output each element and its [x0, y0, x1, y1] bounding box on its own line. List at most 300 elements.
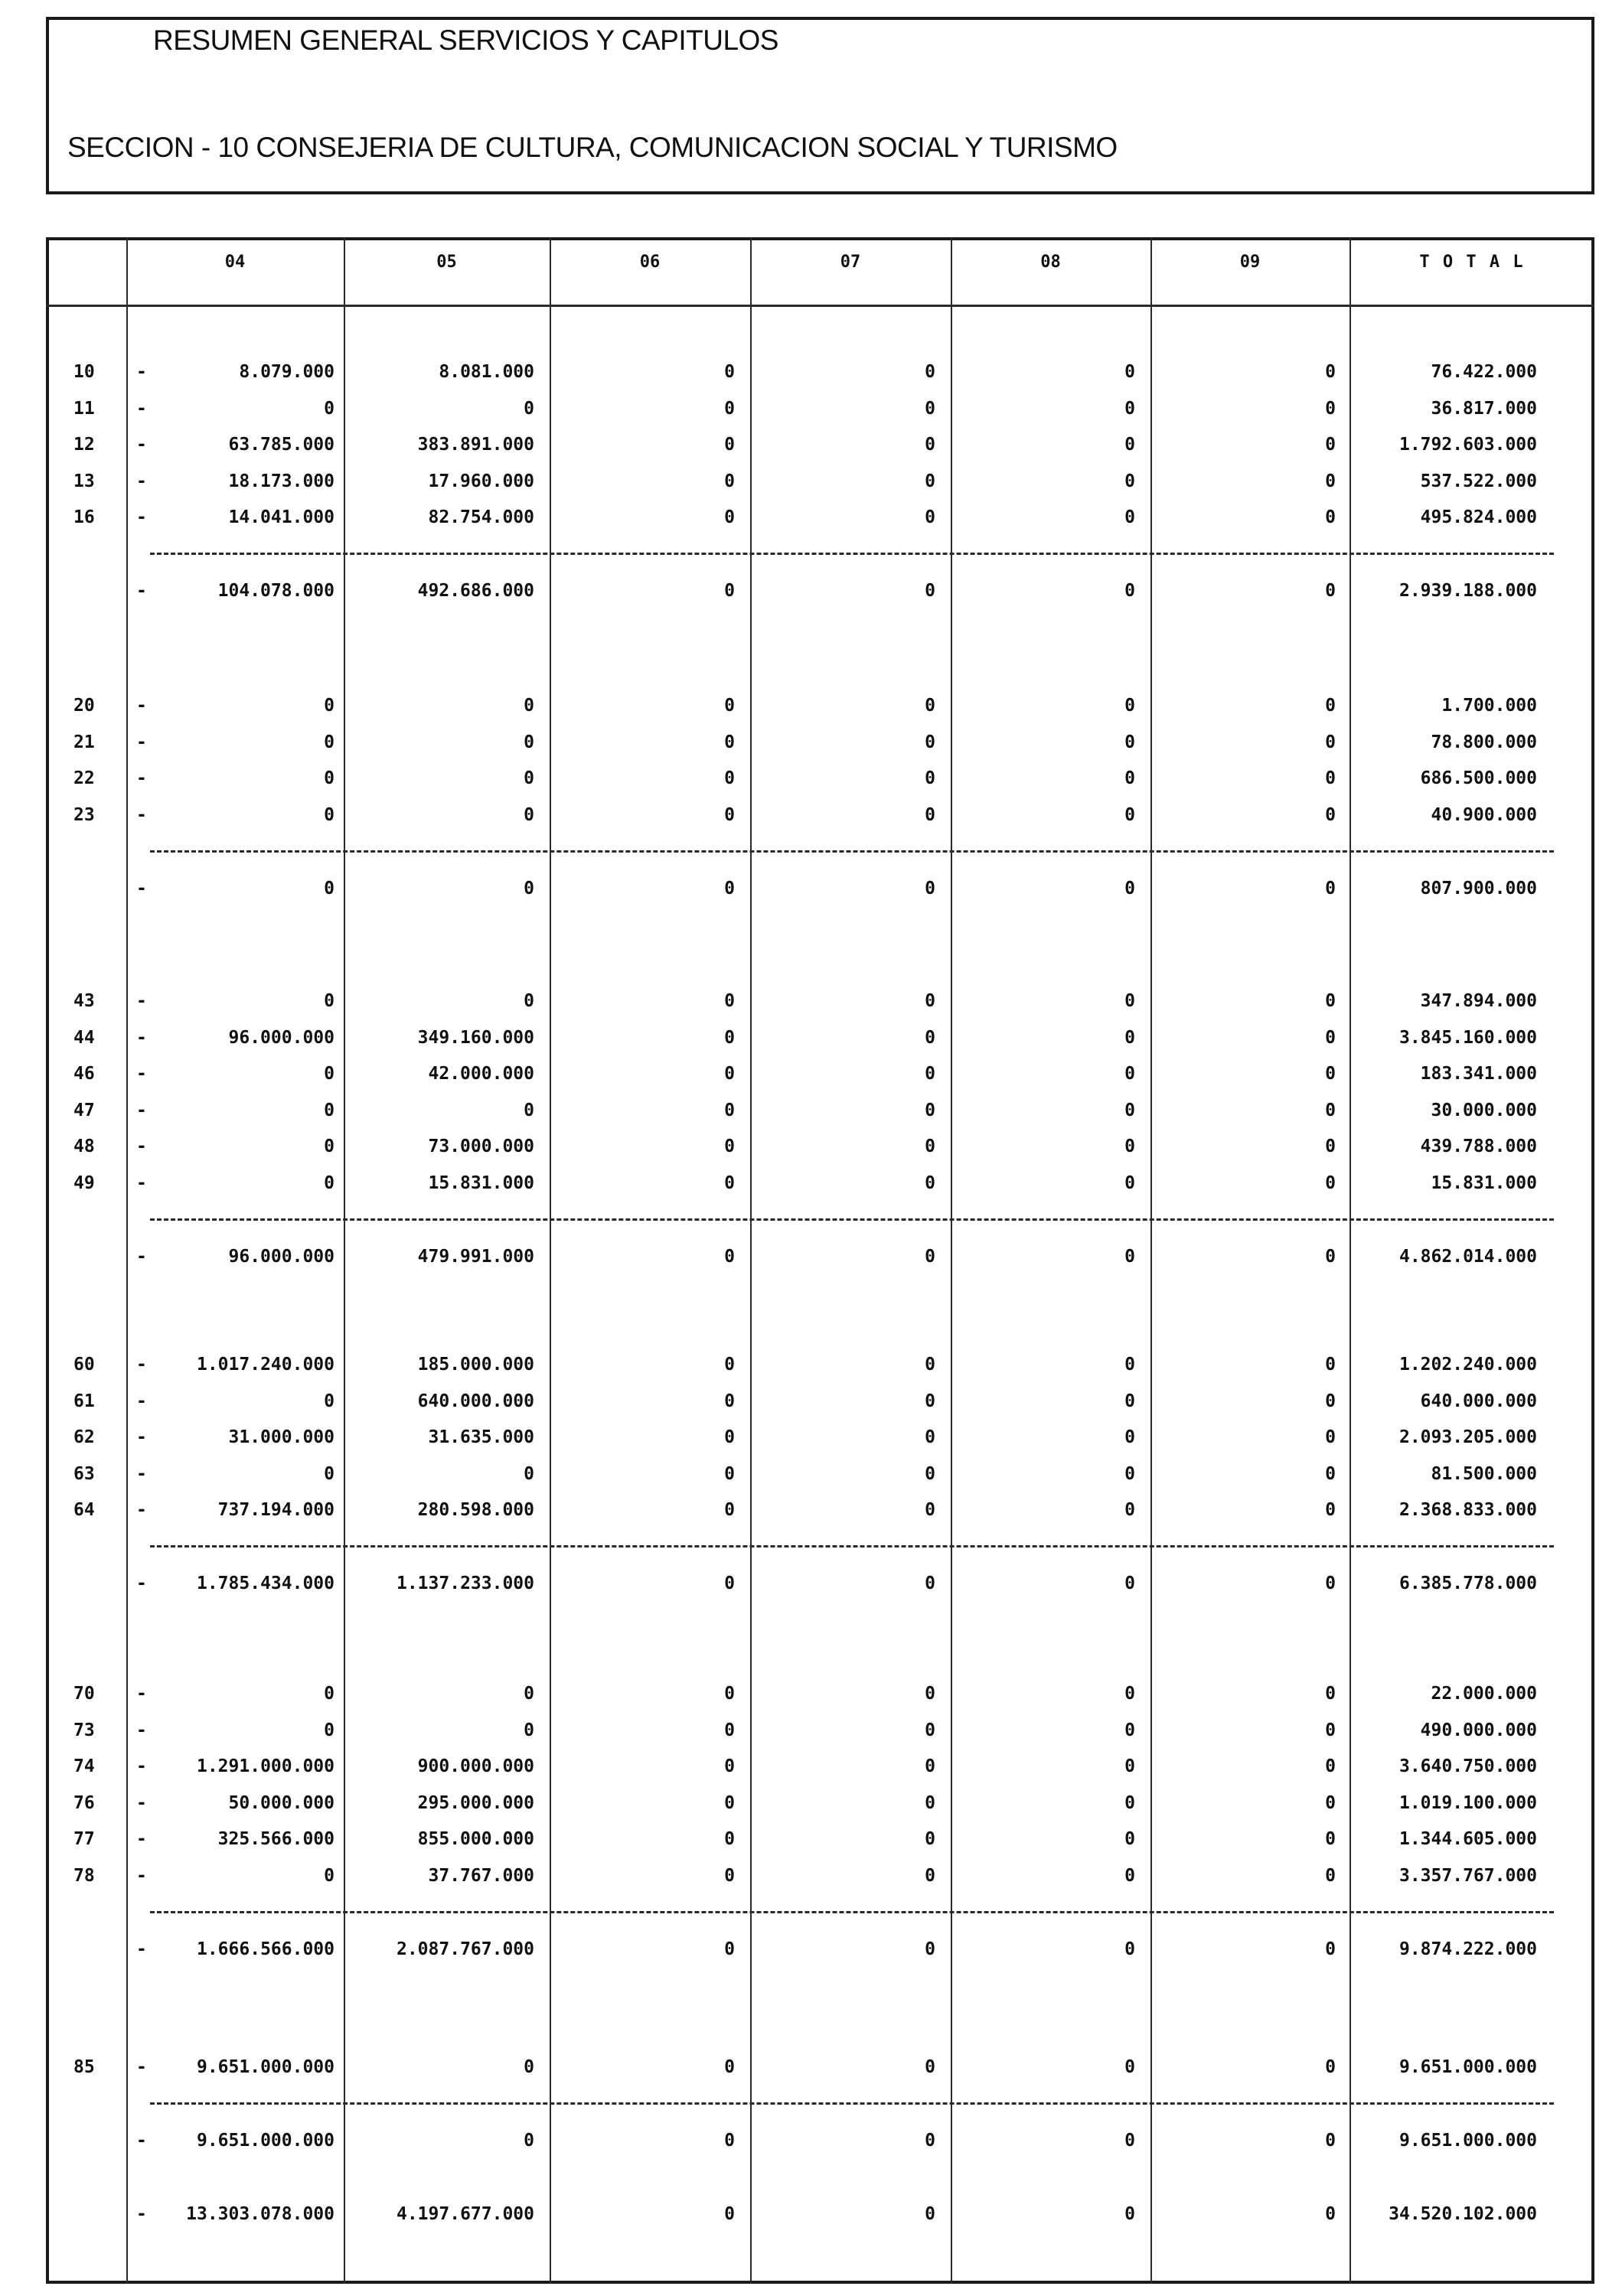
cell-c09: 0 [1325, 507, 1336, 528]
row-dash: - [136, 1500, 147, 1521]
table-row [0, 431, 1622, 458]
table-row [0, 468, 1622, 495]
cell-c05: 383.891.000 [417, 435, 534, 455]
column-header-04: 04 [224, 253, 246, 272]
cell-total: 34.520.102.000 [1389, 2204, 1537, 2224]
cell-c04: 325.566.000 [217, 1829, 335, 1850]
row-dash: - [136, 2057, 147, 2077]
row-dash: - [136, 1939, 147, 1959]
cell-c09: 0 [1325, 696, 1336, 716]
cell-c07: 0 [925, 1939, 935, 1959]
table-row [0, 1024, 1622, 1052]
cell-c09: 0 [1325, 1500, 1336, 1521]
row-code: 49 [73, 1173, 95, 1193]
cell-c08: 0 [1124, 1427, 1135, 1448]
cell-c07: 0 [925, 991, 935, 1011]
cell-c08: 0 [1124, 362, 1135, 382]
table-row [0, 765, 1622, 792]
table-row [0, 1460, 1622, 1488]
cell-total: 686.500.000 [1420, 768, 1537, 789]
row-dash: - [136, 471, 147, 491]
cell-c08: 0 [1124, 1866, 1135, 1886]
cell-c06: 0 [724, 991, 735, 1011]
subtotal-row [0, 2127, 1622, 2154]
cell-c04: 1.291.000.000 [196, 1756, 335, 1777]
cell-c06: 0 [724, 398, 735, 419]
cell-total: 9.651.000.000 [1398, 2057, 1537, 2077]
cell-total: 2.939.188.000 [1398, 581, 1537, 602]
row-code: 78 [73, 1866, 95, 1886]
cell-c06: 0 [724, 435, 735, 455]
cell-c08: 0 [1124, 2131, 1135, 2151]
row-dash: - [136, 768, 147, 789]
cell-c08: 0 [1124, 991, 1135, 1011]
cell-c05: 349.160.000 [417, 1027, 534, 1048]
section-title: SECCION - 10 CONSEJERIA DE CULTURA, COMUNICACION SOCIAL Y TURISMO [67, 132, 1118, 163]
cell-c07: 0 [925, 2204, 935, 2224]
cell-c06: 0 [724, 2204, 735, 2224]
report-title: RESUMEN GENERAL SERVICIOS Y CAPITULOS [153, 24, 778, 56]
row-dash: - [136, 398, 147, 419]
subtotal-row [0, 1570, 1622, 1597]
cell-c05: 479.991.000 [417, 1247, 534, 1267]
cell-c09: 0 [1325, 1720, 1336, 1740]
row-dash: - [136, 804, 147, 825]
cell-c04: 0 [324, 1463, 335, 1484]
table-row [0, 1496, 1622, 1524]
cell-c05: 185.000.000 [417, 1355, 534, 1375]
cell-c07: 0 [925, 1756, 935, 1777]
row-dash: - [136, 1355, 147, 1375]
cell-c08: 0 [1124, 1064, 1135, 1084]
cell-total: 495.824.000 [1420, 507, 1537, 528]
row-dash: - [136, 435, 147, 455]
row-dash: - [136, 1574, 147, 1594]
cell-c04: 0 [324, 1064, 335, 1084]
cell-c08: 0 [1124, 1137, 1135, 1157]
table-row [0, 987, 1622, 1015]
cell-c07: 0 [925, 1792, 935, 1813]
cell-c06: 0 [724, 1173, 735, 1193]
table-row [0, 1424, 1622, 1451]
cell-c06: 0 [724, 1137, 735, 1157]
cell-c07: 0 [925, 1391, 935, 1411]
cell-c09: 0 [1325, 1463, 1336, 1484]
row-code: 44 [73, 1027, 95, 1048]
cell-total: 9.874.222.000 [1398, 1939, 1537, 1959]
table-row [0, 395, 1622, 422]
cell-c08: 0 [1124, 507, 1135, 528]
cell-c07: 0 [925, 1427, 935, 1448]
cell-c04: 96.000.000 [228, 1027, 335, 1048]
cell-c07: 0 [925, 435, 935, 455]
cell-c07: 0 [925, 1247, 935, 1267]
cell-c09: 0 [1325, 991, 1336, 1011]
column-header-06: 06 [639, 253, 661, 272]
cell-c07: 0 [925, 1355, 935, 1375]
cell-c05: 82.754.000 [428, 507, 534, 528]
row-code: 64 [73, 1500, 95, 1521]
cell-c05: 42.000.000 [428, 1064, 534, 1084]
cell-c05: 0 [524, 398, 534, 419]
cell-c05: 0 [524, 768, 534, 789]
cell-c04: 9.651.000.000 [196, 2057, 335, 2077]
cell-c08: 0 [1124, 732, 1135, 752]
cell-total: 2.093.205.000 [1398, 1427, 1537, 1448]
cell-c06: 0 [724, 1463, 735, 1484]
cell-c04: 96.000.000 [228, 1247, 335, 1267]
row-dash: - [136, 1391, 147, 1411]
row-code: 70 [73, 1684, 95, 1704]
cell-c04: 0 [324, 804, 335, 825]
row-dash: - [136, 1064, 147, 1084]
cell-c09: 0 [1325, 732, 1336, 752]
cell-total: 76.422.000 [1431, 362, 1537, 382]
cell-c06: 0 [724, 1247, 735, 1267]
subtotal-row [0, 1243, 1622, 1270]
cell-c04: 104.078.000 [217, 581, 335, 602]
cell-c04: 13.303.078.000 [186, 2204, 335, 2224]
cell-c06: 0 [724, 581, 735, 602]
cell-c08: 0 [1124, 471, 1135, 491]
cell-total: 22.000.000 [1431, 1684, 1537, 1704]
cell-c09: 0 [1325, 1027, 1336, 1048]
cell-c08: 0 [1124, 1500, 1135, 1521]
cell-c08: 0 [1124, 2204, 1135, 2224]
cell-total: 537.522.000 [1420, 471, 1537, 491]
cell-c09: 0 [1325, 1247, 1336, 1267]
row-dash: - [136, 991, 147, 1011]
cell-c04: 0 [324, 1866, 335, 1886]
cell-c07: 0 [925, 1720, 935, 1740]
cell-c06: 0 [724, 696, 735, 716]
cell-c07: 0 [925, 2057, 935, 2077]
cell-c04: 0 [324, 878, 335, 899]
row-code: 76 [73, 1792, 95, 1813]
cell-c05: 2.087.767.000 [396, 1939, 534, 1959]
table-row [0, 1351, 1622, 1378]
cell-c07: 0 [925, 1173, 935, 1193]
row-code: 11 [73, 398, 95, 419]
subtotal-separator [150, 1218, 1554, 1221]
cell-c04: 1.785.434.000 [196, 1574, 335, 1594]
cell-c06: 0 [724, 1427, 735, 1448]
grand-total-row [0, 2200, 1622, 2228]
row-dash: - [136, 2131, 147, 2151]
row-code: 10 [73, 362, 95, 382]
cell-c06: 0 [724, 1939, 735, 1959]
cell-c06: 0 [724, 1027, 735, 1048]
cell-c07: 0 [925, 507, 935, 528]
row-code: 77 [73, 1829, 95, 1850]
cell-c08: 0 [1124, 435, 1135, 455]
cell-c07: 0 [925, 1866, 935, 1886]
cell-c06: 0 [724, 1684, 735, 1704]
cell-total: 30.000.000 [1431, 1100, 1537, 1120]
cell-c08: 0 [1124, 398, 1135, 419]
cell-c04: 14.041.000 [228, 507, 335, 528]
cell-c05: 8.081.000 [439, 362, 534, 382]
row-code: 74 [73, 1756, 95, 1777]
cell-c05: 0 [524, 2131, 534, 2151]
row-dash: - [136, 732, 147, 752]
cell-c09: 0 [1325, 2204, 1336, 2224]
cell-total: 36.817.000 [1431, 398, 1537, 419]
cell-c08: 0 [1124, 1720, 1135, 1740]
cell-c06: 0 [724, 1720, 735, 1740]
cell-c09: 0 [1325, 1355, 1336, 1375]
cell-c07: 0 [925, 1100, 935, 1120]
cell-c07: 0 [925, 1064, 935, 1084]
cell-c05: 0 [524, 991, 534, 1011]
cell-c04: 8.079.000 [239, 362, 335, 382]
row-dash: - [136, 1247, 147, 1267]
row-dash: - [136, 1792, 147, 1813]
row-code: 21 [73, 732, 95, 752]
cell-c05: 0 [524, 2057, 534, 2077]
cell-c09: 0 [1325, 1137, 1336, 1157]
row-dash: - [136, 1427, 147, 1448]
table-row [0, 1133, 1622, 1160]
cell-c05: 37.767.000 [428, 1866, 534, 1886]
cell-c09: 0 [1325, 1100, 1336, 1120]
cell-c04: 18.173.000 [228, 471, 335, 491]
cell-c04: 1.666.566.000 [196, 1939, 335, 1959]
cell-c07: 0 [925, 1137, 935, 1157]
cell-c04: 0 [324, 768, 335, 789]
table-row [0, 504, 1622, 531]
cell-c06: 0 [724, 1064, 735, 1084]
row-dash: - [136, 878, 147, 899]
table-row [0, 1388, 1622, 1415]
cell-c04: 0 [324, 1684, 335, 1704]
cell-c05: 0 [524, 804, 534, 825]
row-dash: - [136, 1756, 147, 1777]
row-code: 60 [73, 1355, 95, 1375]
cell-c08: 0 [1124, 1574, 1135, 1594]
cell-c04: 0 [324, 1391, 335, 1411]
table-row [0, 1825, 1622, 1853]
table-row [0, 801, 1622, 829]
table-row [0, 1753, 1622, 1780]
cell-c08: 0 [1124, 1463, 1135, 1484]
table-row [0, 1717, 1622, 1744]
cell-c06: 0 [724, 1792, 735, 1813]
cell-c05: 0 [524, 1684, 534, 1704]
cell-c07: 0 [925, 696, 935, 716]
cell-total: 2.368.833.000 [1398, 1500, 1537, 1521]
cell-c05: 0 [524, 1100, 534, 1120]
cell-c08: 0 [1124, 1100, 1135, 1120]
cell-c06: 0 [724, 362, 735, 382]
cell-c05: 0 [524, 732, 534, 752]
cell-c09: 0 [1325, 1684, 1336, 1704]
cell-c04: 0 [324, 398, 335, 419]
cell-c05: 295.000.000 [417, 1792, 534, 1813]
column-header-total: T O T A L [1419, 253, 1525, 272]
table-row [0, 2053, 1622, 2081]
row-dash: - [136, 1027, 147, 1048]
cell-c04: 0 [324, 1720, 335, 1740]
cell-c07: 0 [925, 1829, 935, 1850]
cell-c06: 0 [724, 732, 735, 752]
cell-c08: 0 [1124, 1027, 1135, 1048]
cell-c06: 0 [724, 1500, 735, 1521]
table-row [0, 1169, 1622, 1197]
cell-c07: 0 [925, 1574, 935, 1594]
cell-total: 6.385.778.000 [1398, 1574, 1537, 1594]
cell-c06: 0 [724, 507, 735, 528]
cell-c09: 0 [1325, 1391, 1336, 1411]
row-code: 13 [73, 471, 95, 491]
row-code: 62 [73, 1427, 95, 1448]
cell-c08: 0 [1124, 878, 1135, 899]
cell-c06: 0 [724, 768, 735, 789]
cell-c08: 0 [1124, 768, 1135, 789]
cell-c07: 0 [925, 1463, 935, 1484]
cell-c04: 31.000.000 [228, 1427, 335, 1448]
cell-c07: 0 [925, 2131, 935, 2151]
cell-c07: 0 [925, 878, 935, 899]
cell-c09: 0 [1325, 768, 1336, 789]
cell-c06: 0 [724, 804, 735, 825]
cell-c09: 0 [1325, 1574, 1336, 1594]
cell-c09: 0 [1325, 1829, 1336, 1850]
cell-c07: 0 [925, 1500, 935, 1521]
cell-c09: 0 [1325, 471, 1336, 491]
cell-c07: 0 [925, 398, 935, 419]
cell-total: 15.831.000 [1431, 1173, 1537, 1193]
cell-c05: 280.598.000 [417, 1500, 534, 1521]
cell-c07: 0 [925, 1027, 935, 1048]
cell-total: 1.344.605.000 [1398, 1829, 1537, 1850]
cell-c08: 0 [1124, 1756, 1135, 1777]
cell-c05: 0 [524, 1463, 534, 1484]
cell-c05: 31.635.000 [428, 1427, 534, 1448]
cell-c07: 0 [925, 768, 935, 789]
table-row [0, 692, 1622, 719]
row-dash: - [136, 1684, 147, 1704]
cell-c09: 0 [1325, 1173, 1336, 1193]
cell-c08: 0 [1124, 1247, 1135, 1267]
cell-c04: 0 [324, 1100, 335, 1120]
column-header-05: 05 [436, 253, 457, 272]
row-dash: - [136, 696, 147, 716]
row-code: 46 [73, 1064, 95, 1084]
cell-total: 81.500.000 [1431, 1463, 1537, 1484]
cell-c07: 0 [925, 1684, 935, 1704]
row-dash: - [136, 1173, 147, 1193]
subtotal-separator [150, 1545, 1554, 1548]
cell-c05: 640.000.000 [417, 1391, 534, 1411]
cell-c09: 0 [1325, 1427, 1336, 1448]
cell-c08: 0 [1124, 1391, 1135, 1411]
cell-total: 1.700.000 [1441, 696, 1537, 716]
row-dash: - [136, 581, 147, 602]
cell-c08: 0 [1124, 1792, 1135, 1813]
cell-c06: 0 [724, 1866, 735, 1886]
subtotal-separator [150, 2102, 1554, 2105]
cell-c09: 0 [1325, 435, 1336, 455]
cell-c09: 0 [1325, 1866, 1336, 1886]
cell-c05: 492.686.000 [417, 581, 534, 602]
cell-c05: 1.137.233.000 [396, 1574, 534, 1594]
row-code: 12 [73, 435, 95, 455]
subtotal-separator [150, 850, 1554, 853]
row-dash: - [136, 507, 147, 528]
subtotal-row [0, 1936, 1622, 1963]
row-code: 63 [73, 1463, 95, 1484]
table-row [0, 1862, 1622, 1890]
table-row [0, 1680, 1622, 1707]
cell-total: 640.000.000 [1420, 1391, 1537, 1411]
cell-c08: 0 [1124, 804, 1135, 825]
cell-total: 9.651.000.000 [1398, 2131, 1537, 2151]
cell-c04: 1.017.240.000 [196, 1355, 335, 1375]
row-dash: - [136, 362, 147, 382]
row-code: 23 [73, 804, 95, 825]
cell-total: 1.019.100.000 [1398, 1792, 1537, 1813]
cell-c08: 0 [1124, 1173, 1135, 1193]
row-dash: - [136, 1463, 147, 1484]
cell-c07: 0 [925, 362, 935, 382]
cell-total: 78.800.000 [1431, 732, 1537, 752]
cell-c08: 0 [1124, 1829, 1135, 1850]
row-code: 22 [73, 768, 95, 789]
row-code: 85 [73, 2057, 95, 2077]
cell-c07: 0 [925, 804, 935, 825]
cell-c05: 855.000.000 [417, 1829, 534, 1850]
cell-c09: 0 [1325, 581, 1336, 602]
cell-total: 1.792.603.000 [1398, 435, 1537, 455]
column-header-08: 08 [1040, 253, 1061, 272]
row-code: 16 [73, 507, 95, 528]
cell-total: 1.202.240.000 [1398, 1355, 1537, 1375]
cell-c05: 0 [524, 878, 534, 899]
cell-total: 439.788.000 [1420, 1137, 1537, 1157]
cell-c05: 73.000.000 [428, 1137, 534, 1157]
cell-total: 3.845.160.000 [1398, 1027, 1537, 1048]
cell-total: 347.894.000 [1420, 991, 1537, 1011]
row-code: 43 [73, 991, 95, 1011]
cell-c09: 0 [1325, 1939, 1336, 1959]
cell-c06: 0 [724, 1829, 735, 1850]
header-box [46, 17, 1594, 194]
cell-total: 3.640.750.000 [1398, 1756, 1537, 1777]
subtotal-row [0, 577, 1622, 605]
cell-c06: 0 [724, 1756, 735, 1777]
cell-c05: 900.000.000 [417, 1756, 534, 1777]
cell-c08: 0 [1124, 581, 1135, 602]
cell-c09: 0 [1325, 362, 1336, 382]
cell-c09: 0 [1325, 1792, 1336, 1813]
table-row [0, 1097, 1622, 1124]
row-dash: - [136, 1137, 147, 1157]
cell-total: 183.341.000 [1420, 1064, 1537, 1084]
cell-c07: 0 [925, 471, 935, 491]
cell-c09: 0 [1325, 2057, 1336, 2077]
row-code: 48 [73, 1137, 95, 1157]
row-code: 20 [73, 696, 95, 716]
cell-c05: 0 [524, 1720, 534, 1740]
cell-c08: 0 [1124, 696, 1135, 716]
cell-c09: 0 [1325, 804, 1336, 825]
column-header-09: 09 [1239, 253, 1261, 272]
cell-c08: 0 [1124, 1684, 1135, 1704]
subtotal-row [0, 875, 1622, 902]
column-header-07: 07 [840, 253, 861, 272]
cell-c06: 0 [724, 1391, 735, 1411]
